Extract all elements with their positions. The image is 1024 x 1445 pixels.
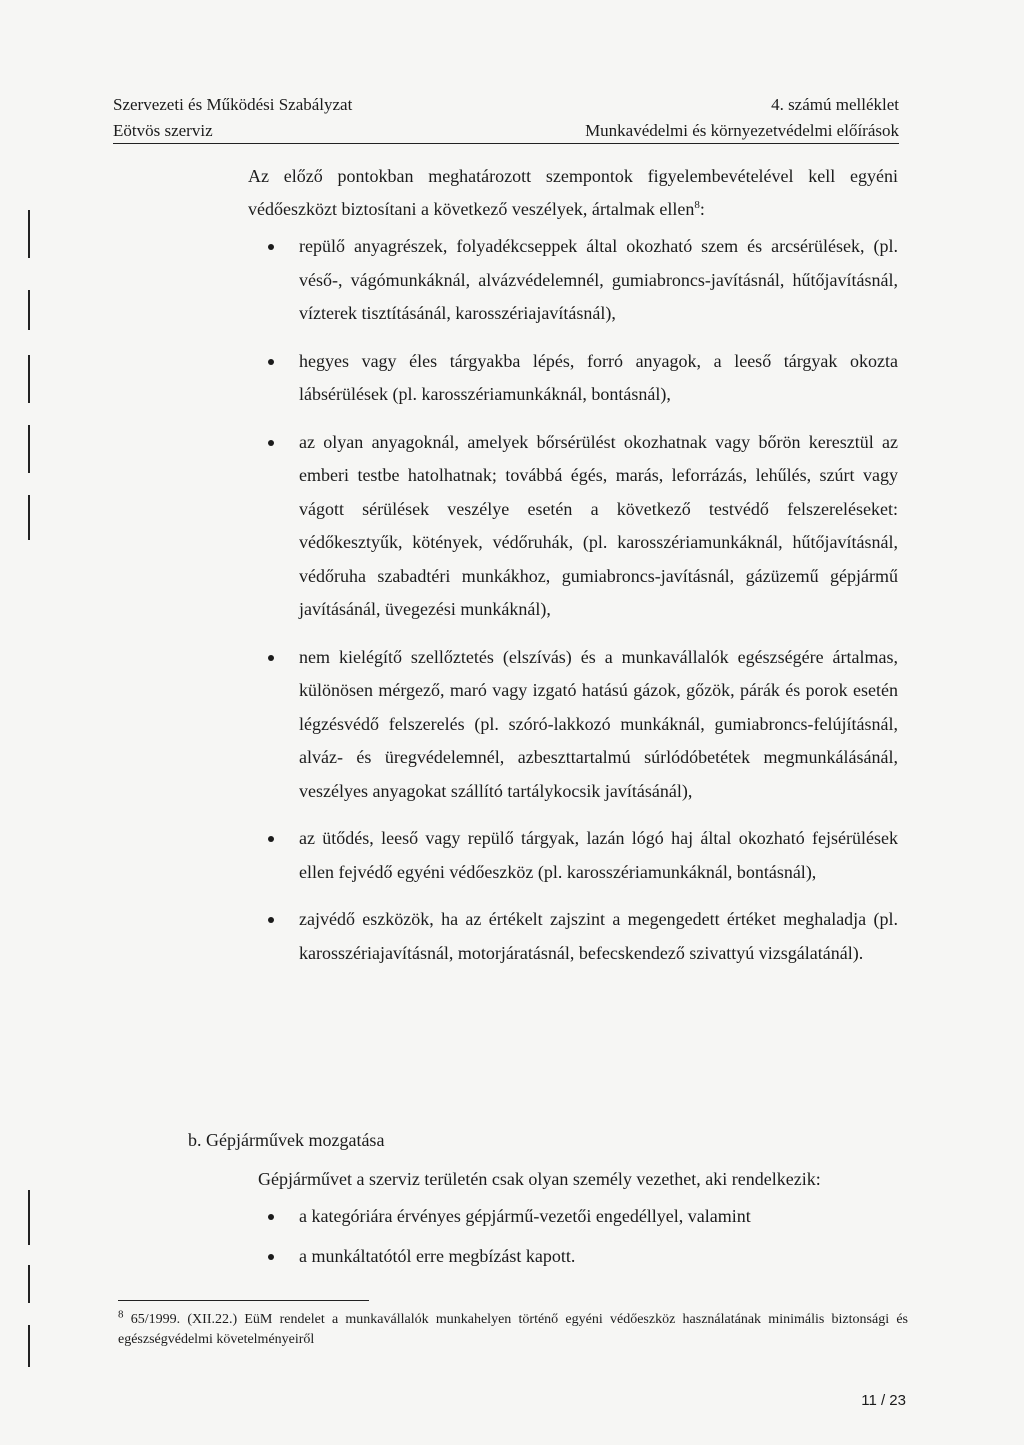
intro-paragraph [248, 160, 898, 226]
list-item: a kategóriára érvényes gépjármű-vezetői engedéllyel, valamint [248, 1200, 898, 1234]
list-item: hegyes vagy éles tárgyakba lépés, forró anyagok, a leeső tárgyak okozta lábsérülések (pl. karosszériamunkáknál, bontásnál), [248, 345, 898, 412]
footnote-divider [118, 1300, 369, 1301]
footnote-number: 8 [118, 1308, 124, 1321]
margin-mark [28, 210, 30, 258]
list-item: a munkáltatótól erre megbízást kapott. [248, 1240, 898, 1274]
margin-mark [28, 1190, 30, 1245]
hazard-list [248, 230, 898, 984]
footnote-reference[interactable]: 8 [694, 199, 700, 211]
margin-mark [28, 1325, 30, 1367]
footnote-text: 65/1999. (XII.22.) EüM rendelet a munkavállalók munkahelyen történő egyéni védőeszköz használatának minimális biztonsági és egészségvédelmi követelményeiről [118, 1312, 908, 1347]
list-item: repülő anyagrészek, folyadékcseppek által okozható szem és arcsérülések, (pl. véső-, vágómunkáknál, alvázvédelemnél, gumiabroncs-javításnál, hűtőjavításnál, vízterek tisztításánál, karosszériajavításnál), [248, 230, 898, 331]
header-divider [113, 143, 899, 144]
annex-number: 4. számú melléklet [771, 95, 899, 114]
margin-mark [28, 290, 30, 330]
intro-text: Az előző pontokban meghatározott szempontok figyelembevételével kell egyéni védőeszközt biztosítani a következő veszélyek, ártalmak ellen [248, 166, 898, 219]
section-intro: Gépjárművet a szerviz területén csak olyan személy vezethet, aki rendelkezik: [258, 1169, 821, 1189]
header-left [113, 92, 352, 144]
page-number: 11 / 23 [861, 1392, 906, 1409]
footnote [118, 1310, 908, 1350]
requirements-list [248, 1200, 898, 1287]
list-item: az olyan anyagoknál, amelyek bőrsérülést okozhatnak vagy bőrön keresztül az emberi testbe hatolhatnak; továbbá égés, marás, leforrázás, lehűlés, szúrt vagy vágott sérülések veszélye esetén a következő testvédő felszereléseket: védőkesztyűk, kötények, védőruhák, (pl. karosszériamunkáknál, hűtőjavításnál, védőruha szabadtéri munkákhoz, gumiabroncs-javításnál, gázüzemű gépjármű javításánál, üvegezési munkáknál), [248, 426, 898, 627]
section-heading: b. Gépjárművek mozgatása [188, 1130, 385, 1150]
document-title: Szervezeti és Működési Szabályzat [113, 95, 353, 114]
organization-name: Eötvös szerviz [113, 121, 213, 140]
margin-mark [28, 355, 30, 403]
margin-mark [28, 495, 30, 540]
header-right [585, 92, 899, 144]
list-item: az ütődés, leeső vagy repülő tárgyak, lazán lógó haj által okozható fejsérülések ellen fejvédő egyéni védőeszköz (pl. karosszériamunkáknál, bontásnál), [248, 822, 898, 889]
list-item: zajvédő eszközök, ha az értékelt zajszint a megengedett értéket meghaladja (pl. karosszériajavításnál, motorjáratásnál, befecskendező szivattyú vizsgálatánál). [248, 903, 898, 970]
intro-colon: : [699, 199, 705, 219]
margin-mark [28, 1265, 30, 1303]
margin-mark [28, 425, 30, 473]
list-item: nem kielégítő szellőztetés (elszívás) és a munkavállalók egészségére ártalmas, különösen mérgező, maró vagy izgató hatású gázok, gőzök, párák és porok esetén légzésvédő felszerelés (pl. szóró-lakkozó munkáknál, gumiabroncs-felújításnál, alváz- és üregvédelemnél, azbeszttartalmú súrlódóbetétek megmunkálásánál, veszélyes anyagokat szállító tartálykocsik javításánál), [248, 641, 898, 809]
annex-title: Munkavédelmi és környezetvédelmi előírások [585, 121, 899, 140]
